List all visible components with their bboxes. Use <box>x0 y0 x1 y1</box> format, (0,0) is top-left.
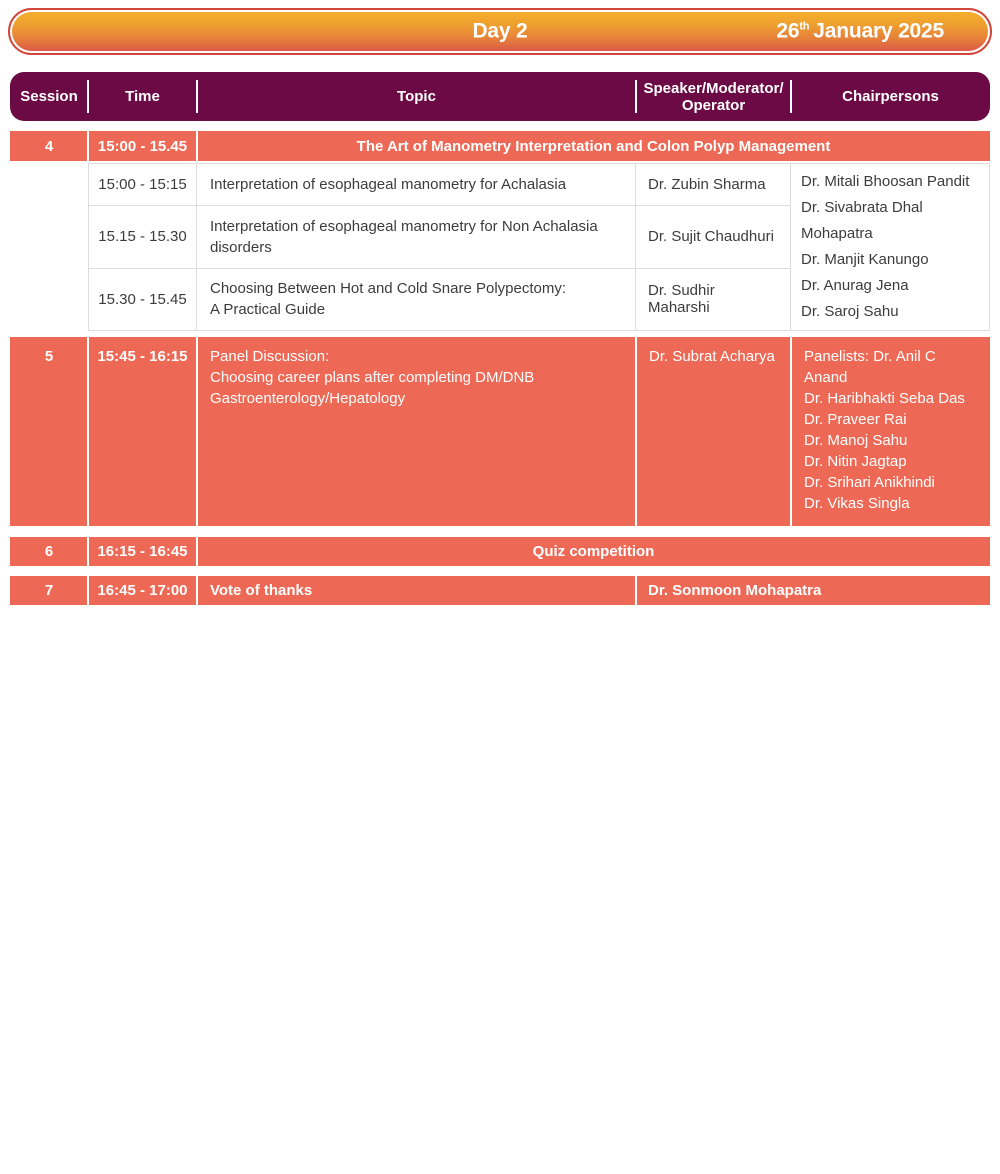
session-5-speaker <box>636 337 791 526</box>
session-5-panelists <box>791 337 990 526</box>
panelist-name: Dr. Nitin Jagtap <box>804 453 907 470</box>
talk-time: 15:00 - 15:15 <box>88 163 197 206</box>
session-5-time: 15:45 - 16:15 <box>88 337 197 526</box>
session-7-speaker: Dr. Sonmoon Mohapatra <box>648 582 822 599</box>
column-header-time-label: Time <box>125 88 160 105</box>
panelist-name: Dr. Manoj Sahu <box>804 432 908 449</box>
banner-date-ordinal: th <box>799 20 810 33</box>
talk-speaker: Dr. Zubin Sharma <box>636 163 791 206</box>
session-6-title: Quiz competition <box>532 543 655 560</box>
session-4-number: 4 <box>10 131 88 161</box>
column-header-speaker <box>636 72 791 121</box>
talk-time: 15.30 - 15.45 <box>88 269 197 331</box>
banner-date-day: 26 <box>776 19 800 43</box>
session-7-time: 16:45 - 17:00 <box>88 576 197 605</box>
session-5-number: 5 <box>10 337 88 526</box>
speaker-name: Dr. Subrat Acharya <box>649 348 775 365</box>
column-header-chairpersons-label: Chairpersons <box>842 88 939 105</box>
talk-topic <box>197 206 636 268</box>
session-4-title: The Art of Manometry Interpretation and Colon Polyp Management <box>356 137 831 155</box>
session-6-row <box>10 537 990 566</box>
session-4-chairpersons <box>791 163 990 331</box>
column-header-time <box>88 72 197 121</box>
talk-topic-line: Interpretation of esophageal manometry for Achalasia <box>210 176 567 194</box>
talk-topic-line: A Practical Guide <box>210 301 326 319</box>
chairperson-name: Dr. Manjit Kanungo <box>801 251 929 268</box>
session-7-topic: Vote of thanks <box>197 576 636 605</box>
day-banner <box>8 8 992 55</box>
session-4-time: 15:00 - 15.45 <box>88 131 197 161</box>
banner-date <box>776 19 944 43</box>
talk-topic-line: Interpretation of esophageal manometry for Non Achalasia disorders <box>210 217 598 256</box>
session-6-time: 16:15 - 16:45 <box>88 537 197 566</box>
session-7-row <box>10 576 990 605</box>
talk-time: 15.15 - 15.30 <box>88 206 197 268</box>
panelist-name: Panelists: Dr. Anil C Anand <box>804 348 936 386</box>
talk-speaker: Dr. Sujit Chaudhuri <box>636 206 791 268</box>
column-header-speaker-line1: Speaker/Moderator/ <box>643 79 784 97</box>
column-header-speaker-line2: Operator <box>681 96 746 114</box>
chairperson-name: Dr. Saroj Sahu <box>801 303 899 320</box>
panelist-name: Dr. Vikas Singla <box>804 495 910 512</box>
column-header-topic-label: Topic <box>397 88 436 105</box>
chairperson-name: Dr. Sivabrata Dhal Mohapatra <box>801 199 923 242</box>
column-header-session <box>10 72 88 121</box>
banner-date-month-year: January 2025 <box>813 19 944 43</box>
session-4-row <box>10 131 990 161</box>
session-5-topic-lines <box>197 346 544 409</box>
session-6-number: 6 <box>10 537 88 566</box>
column-header-session-label: Session <box>20 88 78 105</box>
topic-line: Choosing career plans after completing DM/DNB <box>210 369 535 386</box>
table-header <box>10 72 990 121</box>
banner-day-title: Day 2 <box>472 19 528 43</box>
panelist-name: Dr. Haribhakti Seba Das <box>804 390 965 407</box>
talk-topic-line: Choosing Between Hot and Cold Snare Polypectomy: <box>210 280 567 298</box>
chairperson-name: Dr. Anurag Jena <box>801 277 909 294</box>
session-5-topic <box>197 337 636 526</box>
topic-line: Gastroenterology/Hepatology <box>210 390 406 407</box>
panelist-name: Dr. Srihari Anikhindi <box>804 474 935 491</box>
talk-topic <box>197 163 636 206</box>
talk-topic <box>197 269 636 331</box>
panelist-name: Dr. Praveer Rai <box>804 411 907 428</box>
panelist-list <box>791 346 990 514</box>
topic-line: Panel Discussion: <box>210 348 330 365</box>
column-header-topic <box>197 72 636 121</box>
column-header-chairpersons <box>791 72 990 121</box>
session-5-row <box>10 337 990 526</box>
talk-speaker: Dr. Sudhir Maharshi <box>636 269 791 331</box>
day-banner-fill <box>12 12 988 51</box>
session-7-number: 7 <box>10 576 88 605</box>
chairperson-name: Dr. Mitali Bhoosan Pandit <box>801 173 970 190</box>
session-4-talks <box>10 163 990 331</box>
